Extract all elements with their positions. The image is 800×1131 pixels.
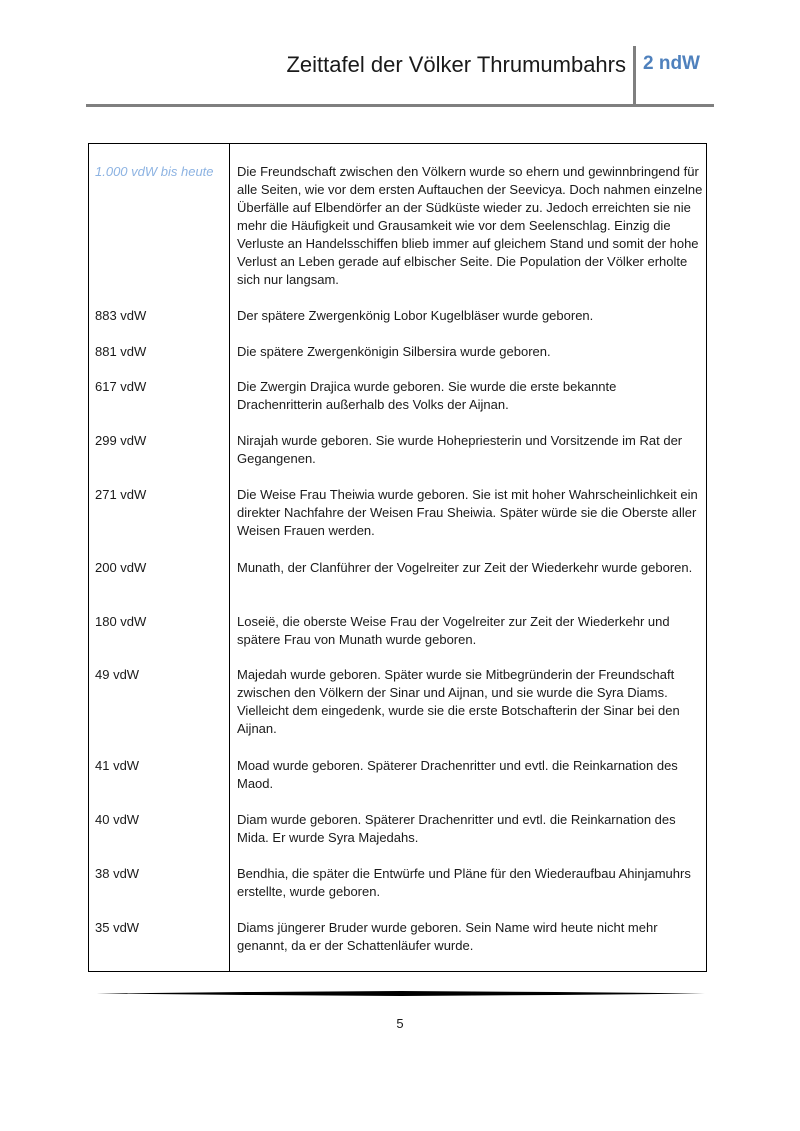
- footer-ornament-rule: [96, 991, 705, 996]
- entry-date: 41 vdW: [95, 758, 140, 773]
- entry-date: 617 vdW: [95, 379, 147, 394]
- entry-date: 40 vdW: [95, 812, 140, 827]
- entry-text: Bendhia, die später die Entwürfe und Pläne für den Wiederaufbau Ahinjamuhrs erstellte, wurde geboren.: [237, 866, 691, 899]
- entry-text: Munath, der Clanführer der Vogelreiter zur Zeit der Wiederkehr wurde geboren.: [237, 560, 693, 575]
- entry-date: 299 vdW: [95, 433, 147, 448]
- entry-text: Die Zwergin Drajica wurde geboren. Sie wurde die erste bekannte Drachenritterin außerhalb des Volks der Aijnan.: [237, 379, 617, 412]
- entry-text: Diam wurde geboren. Späterer Drachenritter und evtl. die Reinkarnation des Mida. Er wurde Syra Majedahs.: [237, 812, 676, 845]
- entry-text: Der spätere Zwergenkönig Lobor Kugelbläser wurde geboren.: [237, 308, 594, 323]
- entry-date: 35 vdW: [95, 920, 140, 935]
- entry-date: 49 vdW: [95, 667, 140, 682]
- timeline-table: [88, 143, 707, 972]
- document-title: Zeittafel der Völker Thrumumbahrs: [286, 52, 626, 77]
- chapter-tag: 2 ndW: [643, 53, 700, 74]
- entry-date: 38 vdW: [95, 866, 140, 881]
- entry-date: 883 vdW: [95, 308, 147, 323]
- entry-date: 881 vdW: [95, 344, 147, 359]
- entry-date: 200 vdW: [95, 560, 147, 575]
- entry-text: Die Freundschaft zwischen den Völkern wurde so ehern und gewinnbringend für alle Seiten, wie vor dem ersten Auftauchen der Seevicya. Doch nahmen einzelne Überfälle auf Elbendörfer an der Südküste wieder zu. Jedoch erreichten sie nie mehr die Häufigkeit und Grausamkeit wie vor dem Seelenschlag. Einzig die Verluste an Handelsschiffen blieb immer auf gleichem Stand und somit der hohe Verlust an Leben gerade auf elbischer Seite. Die Population der Völker erholte sich nur langsam.: [237, 164, 703, 287]
- header-rule: [86, 104, 714, 107]
- column-divider: [229, 144, 230, 971]
- entry-text: Loseië, die oberste Weise Frau der Vogelreiter zur Zeit der Wiederkehr und spätere Frau von Munath wurde geboren.: [237, 614, 670, 647]
- entry-text: Die spätere Zwergenkönigin Silbersira wurde geboren.: [237, 344, 551, 359]
- entry-date: 180 vdW: [95, 614, 147, 629]
- header-divider: [633, 46, 636, 106]
- entry-text: Die Weise Frau Theiwia wurde geboren. Sie ist mit hoher Wahrscheinlichkeit ein direkter Nachfahre der Weisen Frau Sheiwia. Später würde sie die Oberste aller Weisen Frauen werden.: [237, 487, 698, 538]
- entry-text: Nirajah wurde geboren. Sie wurde Hohepriesterin und Vorsitzende im Rat der Gegangenen.: [237, 433, 683, 466]
- entry-text: Majedah wurde geboren. Später wurde sie Mitbegründerin der Freundschaft zwischen den Völkern der Sinar und Aijnan, und sie wurde die Syra Diams. Vielleicht dem eingedenk, wurde sie die erste Botschafterin der Sinar bei den Aijnan.: [237, 667, 680, 736]
- entry-text: Moad wurde geboren. Späterer Drachenritter und evtl. die Reinkarnation des Maod.: [237, 758, 678, 791]
- entry-date: 1.000 vdW bis heute: [95, 164, 214, 179]
- entry-text: Diams jüngerer Bruder wurde geboren. Sein Name wird heute nicht mehr genannt, da er der Schattenläufer wurde.: [237, 920, 658, 953]
- entry-date: 271 vdW: [95, 487, 147, 502]
- page-number: 5: [396, 1016, 404, 1031]
